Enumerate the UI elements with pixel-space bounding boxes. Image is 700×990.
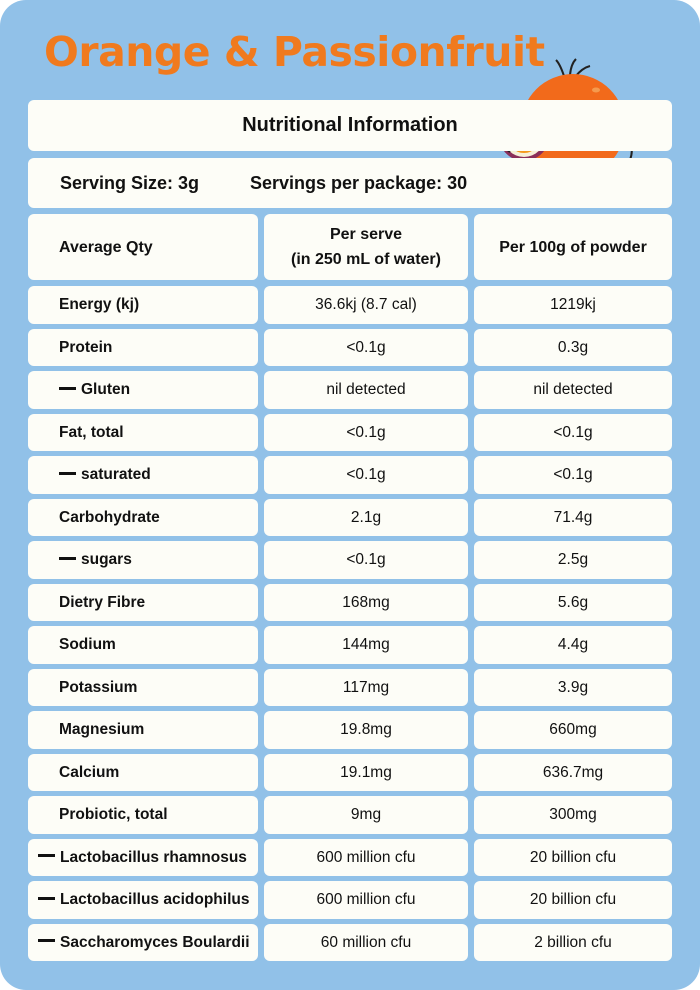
row-label-sugars: sugars [28, 541, 258, 579]
dash-icon [59, 387, 76, 390]
cell-per-100g: 636.7mg [474, 754, 672, 791]
cell-per-100g: 20 billion cfu [474, 839, 672, 876]
header-per-serve-line1: Per serve [329, 226, 403, 243]
product-title: Orange & Passionfruit [44, 28, 545, 76]
cell-per-serve: 117mg [264, 669, 468, 706]
row-label-saccharomyces-boulardii: Saccharomyces Boulardii [28, 924, 258, 961]
header-per-serve [264, 214, 468, 280]
servings-per-package: Servings per package: 30 [250, 172, 468, 193]
cell-per-100g: 2 billion cfu [474, 924, 672, 961]
cell-per-serve: 9mg [264, 796, 468, 834]
dash-icon [59, 472, 76, 475]
cell-per-serve: 600 million cfu [264, 839, 468, 876]
cell-per-100g: nil detected [474, 371, 672, 409]
row-label-protein: Protein [28, 329, 258, 366]
serving-info [28, 158, 672, 208]
cell-per-serve: 19.8mg [264, 711, 468, 749]
serving-size: Serving Size: 3g [60, 172, 200, 193]
dash-icon [59, 557, 76, 560]
cell-per-100g: <0.1g [474, 414, 672, 451]
cell-per-100g: <0.1g [474, 456, 672, 494]
row-label-magnesium: Magnesium [28, 711, 258, 749]
cell-per-serve: 60 million cfu [264, 924, 468, 961]
row-label-gluten: Gluten [28, 371, 258, 409]
dash-icon [38, 897, 55, 900]
cell-per-100g: 2.5g [474, 541, 672, 579]
nutrition-heading: Nutritional Information [28, 100, 672, 151]
row-label-sodium: Sodium [28, 626, 258, 664]
cell-per-serve: nil detected [264, 371, 468, 409]
cell-per-100g: 3.9g [474, 669, 672, 706]
header-per-serve-line2: (in 250 mL of water) [291, 251, 441, 268]
row-label-fat-total: Fat, total [28, 414, 258, 451]
cell-per-serve: <0.1g [264, 414, 468, 451]
cell-per-serve: <0.1g [264, 456, 468, 494]
row-label-dietry-fibre: Dietry Fibre [28, 584, 258, 621]
header-per-100g: Per 100g of powder [474, 214, 672, 280]
row-label-potassium: Potassium [28, 669, 258, 706]
row-label-energy: Energy (kj) [28, 286, 258, 324]
cell-per-100g: 1219kj [474, 286, 672, 324]
cell-per-serve: 2.1g [264, 499, 468, 536]
cell-per-serve: 600 million cfu [264, 881, 468, 919]
cell-per-100g: 5.6g [474, 584, 672, 621]
row-label-saturated: saturated [28, 456, 258, 494]
cell-per-serve: 168mg [264, 584, 468, 621]
row-label-lactobacillus-acidophilus: Lactobacillus acidophilus [28, 881, 258, 919]
cell-per-serve: <0.1g [264, 329, 468, 366]
cell-per-100g: 300mg [474, 796, 672, 834]
cell-per-serve: <0.1g [264, 541, 468, 579]
cell-per-100g: 4.4g [474, 626, 672, 664]
cell-per-100g: 71.4g [474, 499, 672, 536]
cell-per-serve: 19.1mg [264, 754, 468, 791]
cell-per-serve: 36.6kj (8.7 cal) [264, 286, 468, 324]
dash-icon [38, 939, 55, 942]
row-label-lactobacillus-rhamnosus: Lactobacillus rhamnosus [28, 839, 258, 876]
cell-per-100g: 0.3g [474, 329, 672, 366]
row-label-carbohydrate: Carbohydrate [28, 499, 258, 536]
dash-icon [38, 854, 55, 857]
cell-per-100g: 660mg [474, 711, 672, 749]
cell-per-serve: 144mg [264, 626, 468, 664]
cell-per-100g: 20 billion cfu [474, 881, 672, 919]
header-average-qty: Average Qty [28, 214, 258, 280]
row-label-probiotic-total: Probiotic, total [28, 796, 258, 834]
row-label-calcium: Calcium [28, 754, 258, 791]
